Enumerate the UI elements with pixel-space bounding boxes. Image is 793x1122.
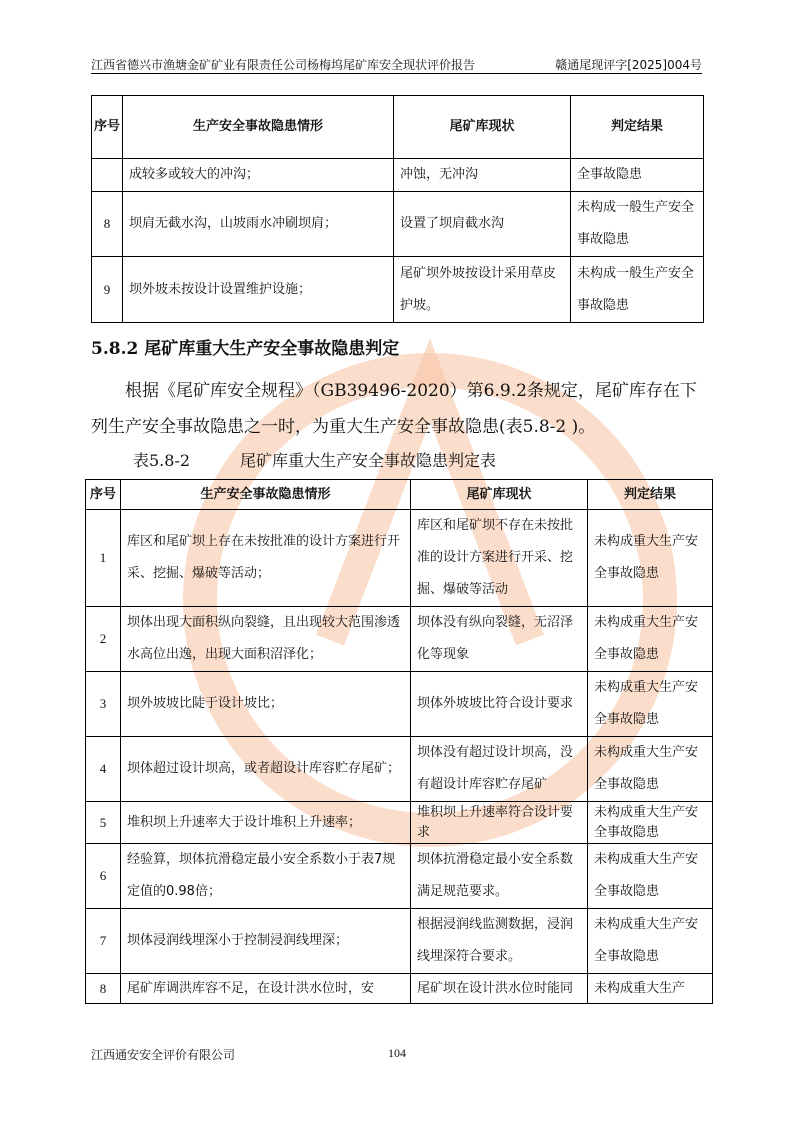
cell-result: 未构成一般生产安全事故隐患: [571, 192, 704, 257]
col-header-status: 尾矿库现状: [411, 480, 588, 510]
cell-status: 坝体没有超过设计坝高，没有超设计库容贮存尾矿: [411, 737, 588, 802]
document-number: 赣通尾现评字[2025]004号: [555, 58, 702, 72]
cell-situation: 坝外坡坡比陡于设计坡比；: [121, 672, 411, 737]
cell-result: 未构成重大生产安全事故隐患: [588, 802, 713, 844]
cell-status: 坝体没有纵向裂缝，无沼泽化等现象: [411, 607, 588, 672]
page-number: 104: [388, 1046, 406, 1060]
cell-result: 未构成重大生产安全事故隐患: [588, 607, 713, 672]
cell-status: 尾矿坝在设计洪水位时能同: [411, 974, 588, 1004]
cell-status: 尾矿坝外坡按设计采用草皮护坡。: [394, 257, 571, 323]
cell-situation: 经验算，坝体抗滑稳定最小安全系数小于表7规定值的0.98倍；: [121, 844, 411, 909]
table-row: [92, 257, 704, 323]
cell-situation: 坝体出现大面积纵向裂缝，且出现较大范围渗透水高位出逸，出现大面积沼泽化；: [121, 607, 411, 672]
cell-situation: 坝体浸润线埋深小于控制浸润线埋深；: [121, 909, 411, 974]
table-row: [86, 737, 713, 802]
cell-no: 9: [92, 257, 123, 323]
col-header-status: 尾矿库现状: [394, 96, 571, 159]
cell-result: 未构成重大生产安全事故隐患: [588, 737, 713, 802]
cell-result: 未构成重大生产安全事故隐患: [588, 844, 713, 909]
cell-status: 设置了坝肩截水沟: [394, 192, 571, 257]
cell-situation: 库区和尾矿坝上存在未按批准的设计方案进行开采、挖掘、爆破等活动；: [121, 510, 411, 607]
cell-situation: 坝肩无截水沟，山坡雨水冲刷坝肩；: [123, 192, 394, 257]
col-header-situation: 生产安全事故隐患情形: [121, 480, 411, 510]
table-header-row: [92, 96, 704, 159]
cell-situation: 坝外坡未按设计设置维护设施；: [123, 257, 394, 323]
table-caption: [133, 449, 793, 473]
cell-no: 1: [86, 510, 121, 607]
caption-title: 尾矿库重大生产安全事故隐患判定表: [240, 451, 497, 470]
col-header-result: 判定结果: [588, 480, 713, 510]
col-header-result: 判定结果: [571, 96, 704, 159]
table-row: [92, 192, 704, 257]
table-row: [86, 844, 713, 909]
caption-number: 表5.8-2: [133, 451, 191, 470]
cell-result: 未构成一般生产安全事故隐患: [571, 257, 704, 323]
body-paragraph: 根据《尾矿库安全规程》（GB39496-2020）第6.9.2条规定，尾矿库存在下列生产安全事故隐患之一时，为重大生产安全事故隐患(表5.8-2 )。: [91, 381, 697, 437]
cell-result: 未构成重大生产安全事故隐患: [588, 672, 713, 737]
cell-situation: 坝体超过设计坝高，或者超设计库容贮存尾矿；: [121, 737, 411, 802]
table-row: [92, 159, 704, 192]
cell-no: 8: [86, 974, 121, 1004]
page-footer: [0, 1022, 793, 1062]
table-row: [86, 607, 713, 672]
cell-result: 未构成重大生产安全事故隐患: [588, 510, 713, 607]
cell-no: 6: [86, 844, 121, 909]
cell-status: 堆积坝上升速率符合设计要求: [411, 802, 588, 844]
footer-company: 江西通安安全评价有限公司: [91, 1048, 236, 1062]
table-row: [86, 510, 713, 607]
cell-situation: 堆积坝上升速率大于设计堆积上升速率；: [121, 802, 411, 844]
cell-status: 坝体外坡坡比符合设计要求: [411, 672, 588, 737]
table-row: [86, 672, 713, 737]
cell-no: [92, 159, 123, 192]
cell-result: 未构成重大生产: [588, 974, 713, 1004]
col-header-no: 序号: [86, 480, 121, 510]
report-title: 江西省德兴市渔塘金矿矿业有限责任公司杨梅坞尾矿库安全现状评价报告: [91, 58, 476, 72]
cell-status: 坝体抗滑稳定最小安全系数满足规范要求。: [411, 844, 588, 909]
table-row: [86, 802, 713, 844]
hazard-table-continued: [91, 95, 704, 323]
col-header-situation: 生产安全事故隐患情形: [123, 96, 394, 159]
cell-situation: 尾矿库调洪库容不足，在设计洪水位时，安: [121, 974, 411, 1004]
cell-no: 3: [86, 672, 121, 737]
cell-result: 全事故隐患: [571, 159, 704, 192]
table-row: [86, 909, 713, 974]
page-header: [91, 56, 702, 74]
cell-status: 库区和尾矿坝不存在未按批准的设计方案进行开采、挖掘、爆破等活动: [411, 510, 588, 607]
cell-status: 冲蚀，无冲沟: [394, 159, 571, 192]
cell-no: 7: [86, 909, 121, 974]
cell-no: 5: [86, 802, 121, 844]
cell-no: 8: [92, 192, 123, 257]
major-hazard-table: [85, 479, 713, 1004]
table-row: [86, 974, 713, 1004]
cell-no: 2: [86, 607, 121, 672]
cell-no: 4: [86, 737, 121, 802]
cell-result: 未构成重大生产安全事故隐患: [588, 909, 713, 974]
col-header-no: 序号: [92, 96, 123, 159]
section-heading: 5.8.2 尾矿库重大生产安全事故隐患判定: [91, 339, 400, 359]
cell-status: 根据浸润线监测数据，浸润线埋深符合要求。: [411, 909, 588, 974]
cell-situation: 成较多或较大的冲沟；: [123, 159, 394, 192]
table-header-row: [86, 480, 713, 510]
